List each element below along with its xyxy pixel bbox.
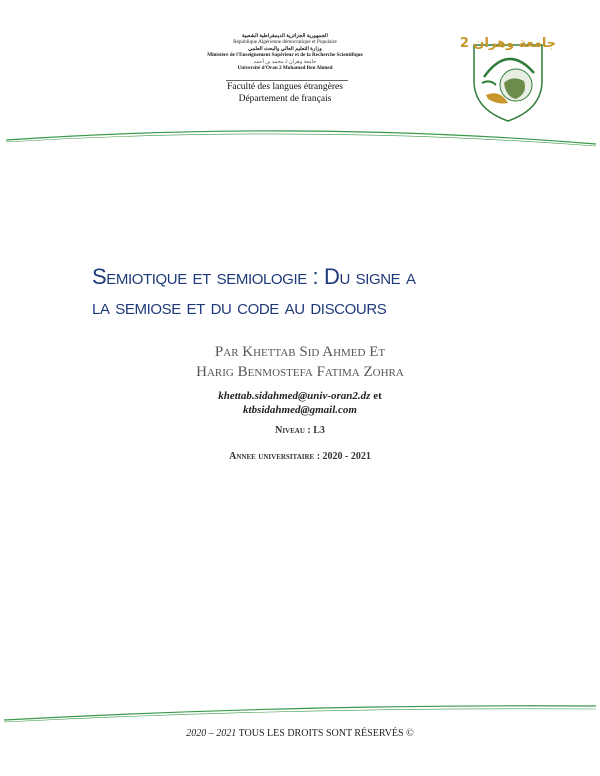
email-secondary[interactable]: ktbsidahmed@gmail.com <box>243 404 357 416</box>
university-logo <box>459 33 557 123</box>
niveau: Niveau : L3 <box>275 425 325 436</box>
footer-decorative-rule <box>0 700 600 730</box>
title-line-1: Semiotique et semiologie : Du signe a <box>92 264 416 289</box>
footer <box>0 728 600 739</box>
footer-rights: TOUS LES DROITS SONT RÉSERVÉS © <box>238 728 414 739</box>
emails <box>0 389 600 417</box>
header-separator <box>226 80 348 81</box>
institution-header <box>190 33 380 71</box>
header-line-ar3: جامعة وهران 2 محمد بن أحمد <box>253 58 317 65</box>
document-title <box>92 262 562 322</box>
annee-universitaire: Annee universitaire : 2020 - 2021 <box>229 451 371 462</box>
faculty-block <box>190 82 380 105</box>
footer-years: 2020 – 2021 <box>186 728 237 739</box>
faculty-name: Faculté des langues étrangères <box>227 82 343 92</box>
email-primary[interactable]: khettab.sidahmed@univ-oran2.dz <box>218 390 371 402</box>
header-line-ar2: وزارة التعليم العالي والبحث العلمي <box>248 45 322 52</box>
header-line-fr3: Université d'Oran 2 Mohamed Ben Ahmed <box>237 65 333 72</box>
logo-arabic-title: جامعة وهران 2 <box>459 36 557 51</box>
authors-line-2: Harig Benmostefa Fatima Zohra <box>196 364 404 380</box>
header-decorative-rule <box>0 120 600 150</box>
header-line-ar1: الجمهورية الجزائرية الديمقراطية الشعبية <box>242 33 328 39</box>
authors-line-1: Par Khettab Sid Ahmed Et <box>214 344 386 360</box>
header-line-fr2: Ministère de l'Enseignement Supérieur et de la Recherche Scientifique <box>207 52 363 59</box>
header-line-fr1: République Algérienne démocratique et Populaire <box>233 39 337 46</box>
title-line-2: la semiose et du code au discours <box>92 294 387 319</box>
authors <box>0 342 600 382</box>
department-name: Département de français <box>238 93 332 104</box>
email-connector: et <box>373 390 382 402</box>
